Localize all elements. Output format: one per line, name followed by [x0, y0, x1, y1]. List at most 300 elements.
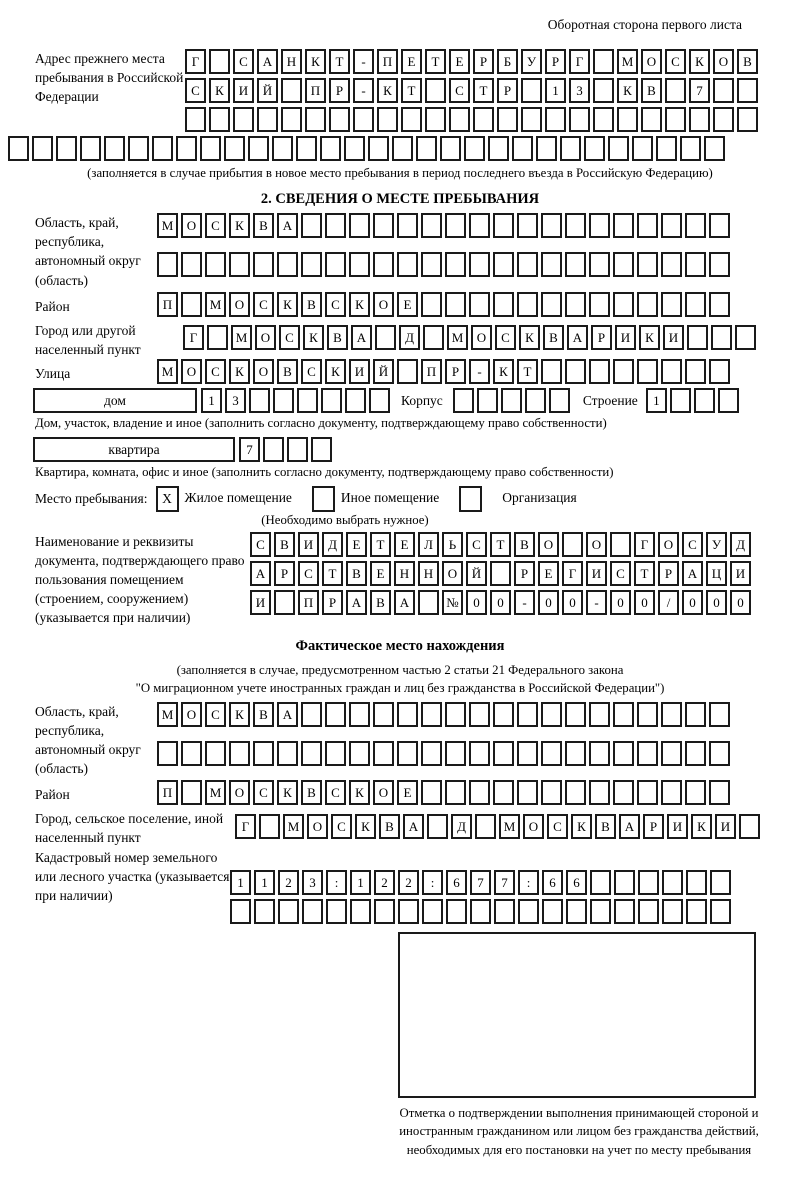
char-cell	[637, 292, 658, 317]
char-cell: О	[307, 814, 328, 839]
char-cell: Т	[490, 532, 511, 557]
char-cell	[373, 213, 394, 238]
char-cell	[287, 437, 308, 462]
char-cell: О	[181, 213, 202, 238]
char-cell	[518, 899, 539, 924]
char-cell: В	[277, 359, 298, 384]
char-cell	[473, 107, 494, 132]
char-cell	[713, 78, 734, 103]
char-cell	[565, 213, 586, 238]
char-cell	[613, 359, 634, 384]
char-cell: О	[253, 359, 274, 384]
char-cell	[425, 78, 446, 103]
street-label: Улица	[35, 365, 71, 381]
char-cell	[493, 292, 514, 317]
option-residential-label: Жилое помещение	[184, 490, 292, 506]
char-cell	[493, 213, 514, 238]
char-cell	[590, 899, 611, 924]
confirmation-stamp-caption: Отметка о подтверждении выполнения принимающей стороной и иностранным гражданином или лицом без гражданства действий, необходимых для его постановки на учет по месту пребывания	[399, 1105, 759, 1157]
char-cell	[423, 325, 444, 350]
char-cell: К	[519, 325, 540, 350]
char-cell	[421, 292, 442, 317]
char-cell	[305, 107, 326, 132]
char-cell	[617, 107, 638, 132]
char-cell: Г	[569, 49, 590, 74]
stay-type-caption: (Необходимо выбрать нужное)	[261, 512, 429, 527]
char-cell	[296, 136, 317, 161]
cadastre-grids	[230, 870, 734, 928]
char-cell: К	[639, 325, 660, 350]
char-cell	[694, 388, 715, 413]
char-grid-cadastre-2	[230, 899, 734, 924]
char-cell	[560, 136, 581, 161]
char-cell	[685, 213, 706, 238]
char-cell: Т	[329, 49, 350, 74]
char-cell	[541, 213, 562, 238]
char-cell	[494, 899, 515, 924]
char-cell: :	[422, 870, 443, 895]
char-cell: С	[205, 213, 226, 238]
char-cell	[566, 899, 587, 924]
char-cell	[248, 136, 269, 161]
city-row	[35, 321, 800, 359]
char-cell	[329, 107, 350, 132]
char-cell: М	[157, 702, 178, 727]
char-cell	[637, 780, 658, 805]
char-cell	[224, 136, 245, 161]
char-cell	[614, 870, 635, 895]
char-cell: Е	[397, 780, 418, 805]
char-cell	[542, 899, 563, 924]
previous-address-label: Адрес прежнего места пребывания в Российской Федерации	[35, 50, 184, 105]
char-cell: П	[157, 780, 178, 805]
char-cell	[349, 252, 370, 277]
char-cell	[501, 388, 522, 413]
char-cell: И	[349, 359, 370, 384]
char-cell	[301, 741, 322, 766]
char-cell: М	[283, 814, 304, 839]
char-cell: 1	[350, 870, 371, 895]
char-cell: Т	[425, 49, 446, 74]
char-cell: 0	[538, 590, 559, 615]
char-cell	[104, 136, 125, 161]
char-cell: А	[250, 561, 271, 586]
char-cell	[613, 702, 634, 727]
char-cell	[373, 252, 394, 277]
char-cell	[709, 702, 730, 727]
char-cell: :	[518, 870, 539, 895]
char-cell	[685, 741, 706, 766]
char-cell	[321, 388, 342, 413]
previous-address-grids	[185, 49, 761, 136]
char-cell: Ц	[706, 561, 727, 586]
char-cell	[181, 292, 202, 317]
char-cell: 6	[446, 870, 467, 895]
char-cell: К	[305, 49, 326, 74]
char-cell	[281, 107, 302, 132]
char-grid-district	[157, 292, 733, 317]
char-cell: Р	[643, 814, 664, 839]
char-cell: В	[301, 780, 322, 805]
char-cell	[398, 899, 419, 924]
char-cell	[32, 136, 53, 161]
char-cell: О	[373, 780, 394, 805]
region-grids	[157, 213, 733, 281]
char-cell	[425, 107, 446, 132]
char-cell	[589, 252, 610, 277]
char-cell	[713, 107, 734, 132]
char-cell	[230, 899, 251, 924]
char-cell: -	[514, 590, 535, 615]
char-cell: П	[377, 49, 398, 74]
char-grid-city	[183, 325, 759, 350]
char-cell	[421, 252, 442, 277]
confirmation-stamp-box	[398, 932, 756, 1098]
char-cell: О	[538, 532, 559, 557]
stroenie-label: Строение	[582, 392, 638, 408]
char-grid-prev-2	[185, 78, 761, 103]
char-cell: Г	[183, 325, 204, 350]
char-cell: 0	[610, 590, 631, 615]
char-grid-actual-region-2	[157, 741, 733, 766]
char-grid-actual-district	[157, 780, 733, 805]
char-cell	[608, 136, 629, 161]
char-cell	[584, 136, 605, 161]
char-cell: К	[355, 814, 376, 839]
char-cell: А	[346, 590, 367, 615]
char-cell: О	[658, 532, 679, 557]
char-cell: 2	[374, 870, 395, 895]
char-cell	[369, 388, 390, 413]
char-grid-house	[201, 388, 393, 413]
char-cell: О	[229, 780, 250, 805]
char-cell	[421, 213, 442, 238]
char-cell	[253, 741, 274, 766]
char-cell	[176, 136, 197, 161]
checkbox-residential: X	[156, 486, 179, 512]
char-cell: Д	[730, 532, 751, 557]
document-block	[35, 532, 800, 628]
char-cell	[661, 702, 682, 727]
char-cell: С	[495, 325, 516, 350]
char-cell: У	[706, 532, 727, 557]
char-cell	[274, 590, 295, 615]
char-cell	[661, 780, 682, 805]
char-cell: Е	[397, 292, 418, 317]
char-cell	[349, 741, 370, 766]
actual-district-label: Район	[35, 787, 70, 803]
char-cell: 3	[569, 78, 590, 103]
char-cell: 3	[302, 870, 323, 895]
char-cell: П	[298, 590, 319, 615]
char-cell	[637, 213, 658, 238]
char-cell	[325, 213, 346, 238]
char-cell: Д	[322, 532, 343, 557]
char-cell: 3	[225, 388, 246, 413]
char-cell: М	[447, 325, 468, 350]
char-cell	[375, 325, 396, 350]
char-cell	[637, 359, 658, 384]
char-cell: С	[325, 292, 346, 317]
actual-district-row	[35, 780, 800, 809]
char-cell	[421, 741, 442, 766]
char-cell: С	[547, 814, 568, 839]
char-cell: К	[229, 702, 250, 727]
char-grid-doc-3	[250, 590, 754, 615]
char-cell	[710, 899, 731, 924]
char-cell	[477, 388, 498, 413]
char-cell	[711, 325, 732, 350]
char-cell: П	[157, 292, 178, 317]
char-cell	[445, 780, 466, 805]
char-cell: М	[499, 814, 520, 839]
char-cell: И	[663, 325, 684, 350]
char-cell	[349, 702, 370, 727]
char-cell	[687, 325, 708, 350]
char-cell	[56, 136, 77, 161]
char-cell	[344, 136, 365, 161]
char-cell	[521, 78, 542, 103]
char-cell: №	[442, 590, 463, 615]
char-cell: О	[523, 814, 544, 839]
char-cell: Р	[329, 78, 350, 103]
char-cell: В	[253, 213, 274, 238]
char-cell	[209, 107, 230, 132]
char-cell	[297, 388, 318, 413]
char-cell	[593, 78, 614, 103]
district-label: Район	[35, 298, 70, 314]
char-cell: О	[229, 292, 250, 317]
char-cell	[737, 78, 758, 103]
char-cell	[517, 780, 538, 805]
char-cell	[735, 325, 756, 350]
char-cell	[662, 899, 683, 924]
char-cell: Й	[466, 561, 487, 586]
house-box-label: дом	[33, 388, 197, 413]
char-cell: И	[586, 561, 607, 586]
char-cell	[128, 136, 149, 161]
char-cell: И	[667, 814, 688, 839]
region-label: Область, край, республика, автономный округ (область)	[35, 215, 141, 288]
char-cell	[517, 741, 538, 766]
char-cell: Р	[473, 49, 494, 74]
char-cell: П	[421, 359, 442, 384]
char-cell: В	[346, 561, 367, 586]
char-cell	[541, 292, 562, 317]
char-cell: Й	[373, 359, 394, 384]
option-organization-label: Организация	[502, 490, 577, 506]
char-cell: Р	[514, 561, 535, 586]
house-caption: Дом, участок, владение и иное (заполнить согласно документу, подтверждающему право собственности)	[35, 416, 607, 431]
char-cell: 0	[466, 590, 487, 615]
char-cell: 1	[254, 870, 275, 895]
char-cell	[181, 780, 202, 805]
char-cell	[593, 49, 614, 74]
char-cell: В	[370, 590, 391, 615]
char-cell: С	[325, 780, 346, 805]
char-cell: М	[157, 359, 178, 384]
char-cell	[326, 899, 347, 924]
char-cell: С	[301, 359, 322, 384]
char-cell: К	[493, 359, 514, 384]
char-cell: В	[301, 292, 322, 317]
section2-title: 2. СВЕДЕНИЯ О МЕСТЕ ПРЕБЫВАНИЯ	[260, 190, 540, 207]
char-cell: Г	[634, 532, 655, 557]
char-cell	[449, 107, 470, 132]
char-cell: К	[277, 780, 298, 805]
char-cell: У	[521, 49, 542, 74]
char-cell	[541, 702, 562, 727]
char-cell: Д	[399, 325, 420, 350]
char-cell: Е	[394, 532, 415, 557]
char-cell: Н	[281, 49, 302, 74]
char-cell: С	[298, 561, 319, 586]
char-cell: К	[325, 359, 346, 384]
char-cell	[613, 741, 634, 766]
char-cell	[565, 702, 586, 727]
char-cell	[445, 741, 466, 766]
char-cell	[8, 136, 29, 161]
char-cell	[281, 78, 302, 103]
char-grid-prev-1	[185, 49, 761, 74]
char-cell: К	[689, 49, 710, 74]
region-block	[35, 213, 800, 290]
char-cell	[541, 780, 562, 805]
char-cell	[685, 702, 706, 727]
char-cell	[739, 814, 760, 839]
char-cell	[397, 213, 418, 238]
char-cell	[493, 252, 514, 277]
char-cell: 0	[562, 590, 583, 615]
char-cell	[670, 388, 691, 413]
char-cell: А	[277, 213, 298, 238]
char-cell: Е	[346, 532, 367, 557]
char-cell	[593, 107, 614, 132]
char-cell: 1	[201, 388, 222, 413]
char-cell: 1	[545, 78, 566, 103]
char-cell	[229, 252, 250, 277]
char-cell: Е	[370, 561, 391, 586]
char-cell: Р	[497, 78, 518, 103]
char-cell	[517, 702, 538, 727]
char-cell: М	[205, 780, 226, 805]
char-cell	[207, 325, 228, 350]
char-cell	[325, 741, 346, 766]
char-cell: Б	[497, 49, 518, 74]
char-cell	[536, 136, 557, 161]
char-cell: 0	[634, 590, 655, 615]
char-cell	[709, 741, 730, 766]
char-cell	[397, 741, 418, 766]
char-cell	[301, 702, 322, 727]
char-cell: С	[331, 814, 352, 839]
char-cell	[418, 590, 439, 615]
char-cell	[589, 213, 610, 238]
char-cell: Р	[445, 359, 466, 384]
apartment-caption: Квартира, комната, офис и иное (заполнить согласно документу, подтверждающему право собственности)	[35, 464, 614, 479]
char-cell	[490, 561, 511, 586]
char-cell	[662, 870, 683, 895]
char-cell	[422, 899, 443, 924]
char-cell	[569, 107, 590, 132]
char-cell: И	[298, 532, 319, 557]
apartment-box-label: квартира	[33, 437, 235, 462]
char-cell: 0	[682, 590, 703, 615]
char-cell: Т	[517, 359, 538, 384]
char-cell: 1	[230, 870, 251, 895]
document-grids	[250, 532, 754, 619]
char-cell: М	[231, 325, 252, 350]
char-cell: С	[205, 359, 226, 384]
char-cell	[541, 359, 562, 384]
char-cell	[263, 437, 284, 462]
char-cell	[421, 780, 442, 805]
char-cell: К	[691, 814, 712, 839]
char-cell	[301, 213, 322, 238]
char-cell: 6	[566, 870, 587, 895]
char-cell	[469, 213, 490, 238]
char-cell: В	[737, 49, 758, 74]
char-cell	[638, 870, 659, 895]
char-cell	[392, 136, 413, 161]
char-cell	[517, 252, 538, 277]
char-cell	[589, 359, 610, 384]
char-cell	[464, 136, 485, 161]
char-cell: :	[326, 870, 347, 895]
char-cell	[320, 136, 341, 161]
char-cell: 2	[278, 870, 299, 895]
char-cell	[565, 780, 586, 805]
char-cell: 0	[730, 590, 751, 615]
char-cell	[661, 741, 682, 766]
char-cell	[253, 252, 274, 277]
char-cell	[469, 741, 490, 766]
char-cell: Л	[418, 532, 439, 557]
char-cell: 7	[239, 437, 260, 462]
char-cell: 1	[646, 388, 667, 413]
char-cell	[565, 292, 586, 317]
char-cell: О	[181, 359, 202, 384]
char-cell	[470, 899, 491, 924]
char-cell	[686, 870, 707, 895]
char-cell	[680, 136, 701, 161]
char-cell	[632, 136, 653, 161]
char-cell: 0	[706, 590, 727, 615]
char-cell: А	[403, 814, 424, 839]
char-cell	[521, 107, 542, 132]
char-cell: О	[641, 49, 662, 74]
char-grid-cadastre-1	[230, 870, 734, 895]
char-cell	[493, 780, 514, 805]
char-cell: /	[658, 590, 679, 615]
char-cell	[614, 899, 635, 924]
char-cell: В	[274, 532, 295, 557]
char-cell: К	[303, 325, 324, 350]
previous-address-caption: (заполняется в случае прибытия в новое место пребывания в период последнего въезда в Российскую Федерацию)	[87, 165, 713, 180]
apartment-row	[33, 437, 800, 462]
char-cell	[421, 702, 442, 727]
char-cell	[205, 741, 226, 766]
actual-city-row	[35, 809, 800, 847]
char-cell	[685, 292, 706, 317]
char-cell	[373, 741, 394, 766]
char-cell	[541, 741, 562, 766]
char-cell	[704, 136, 725, 161]
char-cell: В	[327, 325, 348, 350]
checkbox-other-premises	[312, 486, 335, 512]
char-cell: К	[349, 780, 370, 805]
char-cell	[374, 899, 395, 924]
